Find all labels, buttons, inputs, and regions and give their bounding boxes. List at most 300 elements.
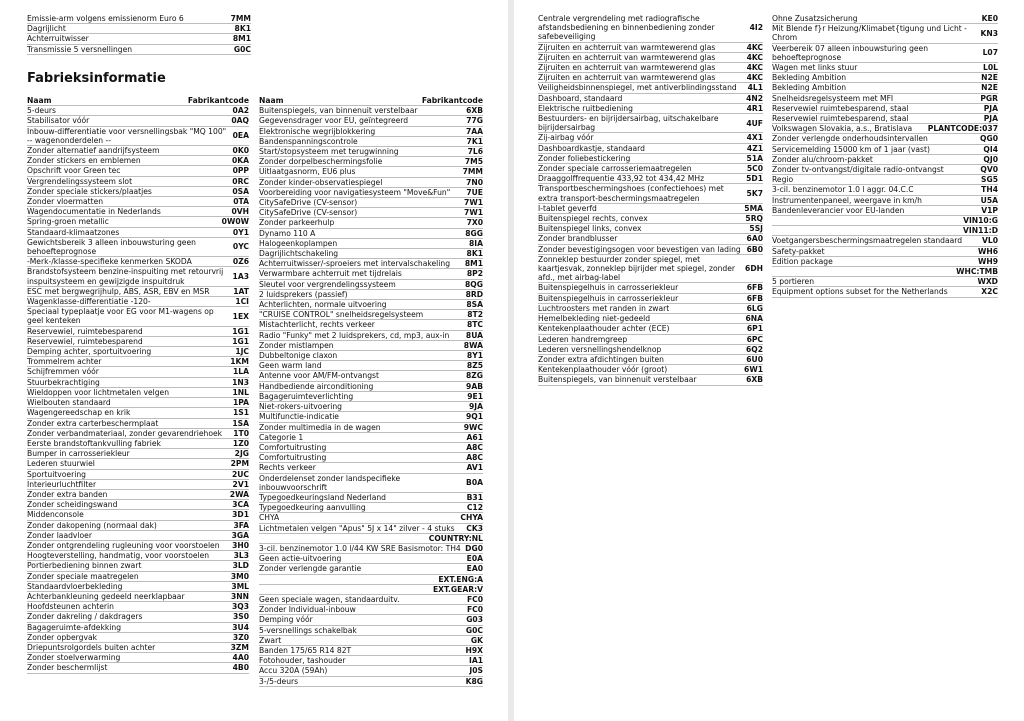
table-row (259, 320, 483, 330)
item-code: 8K1 (466, 249, 483, 259)
item-code: TH4 (981, 185, 998, 195)
item-name: Middenconsole (27, 510, 84, 520)
item-code: 0SA (232, 186, 249, 196)
item-code: QI4 (983, 144, 998, 154)
item-code: 8ZG (465, 371, 483, 381)
item-code: 6A0 (746, 234, 763, 244)
item-name: Buitenspiegel rechts, convex (538, 214, 648, 224)
item-code: 0PP (232, 166, 249, 176)
item-code: AV1 (466, 463, 483, 473)
table-row (27, 287, 249, 297)
table-row (772, 14, 998, 24)
item-name: Schijfremmen vóór (27, 367, 99, 377)
column-1 (27, 96, 249, 674)
item-code: VIN10:G (963, 216, 998, 226)
table-row (538, 174, 763, 184)
item-code: 1CI (235, 297, 249, 307)
item-code: 9JA (469, 402, 483, 412)
item-name: Zonder multimedia in de wagen (259, 422, 381, 432)
item-code: WH6 (977, 246, 998, 256)
item-code: 5D1 (746, 174, 763, 184)
table-row (772, 124, 998, 134)
table-row (259, 351, 483, 361)
item-name: Regio (772, 175, 794, 185)
item-code: 8QG (465, 279, 483, 289)
table-row (538, 345, 763, 355)
table-row (27, 408, 249, 418)
item-name: Bumper in carrosseriekleur (27, 449, 130, 459)
item-code: 1A3 (232, 272, 249, 282)
item-name: Zonder stoelverwarming (27, 653, 121, 663)
item-name: Zonder alu/chroom-pakket (772, 154, 873, 164)
table-row (259, 269, 483, 279)
table-row (538, 314, 763, 324)
table-row (538, 234, 763, 244)
item-code: 7UE (466, 187, 483, 197)
table-row (538, 294, 763, 304)
item-name: Reservewiel, ruimtebesparend (27, 326, 143, 336)
table-row (259, 666, 483, 676)
item-code: 5RQ (745, 214, 763, 224)
table-row (27, 267, 249, 286)
item-code: PJA (983, 114, 998, 124)
table-row (27, 367, 249, 377)
table-row (772, 114, 998, 124)
table-row (259, 310, 483, 320)
table-row (27, 623, 249, 633)
table-row (259, 524, 483, 534)
item-name: Comfortuitrusting (259, 453, 327, 463)
item-code: 9E1 (467, 391, 483, 401)
item-code: 3U4 (232, 622, 249, 632)
item-name: Geen actie-uitvoering (259, 554, 342, 564)
table-row (27, 14, 251, 24)
table-row (27, 378, 249, 388)
item-name: Veerbereik 07 alleen inbouwsturing geen behoefteprognose (772, 43, 929, 62)
item-name: Draaggolffrequentie 433,92 tot 434,42 MHz (538, 174, 705, 184)
item-code: 1G1 (232, 336, 249, 346)
item-name: Transmissie 5 versnellingen (27, 44, 133, 54)
item-code: V1P (981, 205, 998, 215)
item-code: SG5 (981, 175, 998, 185)
table-row (772, 155, 998, 165)
item-name: Zonder opbergvak (27, 632, 98, 642)
item-code: 3Z0 (232, 632, 249, 642)
item-code: 6FB (746, 293, 763, 303)
table-row (538, 335, 763, 345)
left-page (0, 0, 508, 721)
item-code: 8RD (465, 289, 483, 299)
table-row (259, 677, 483, 687)
item-name: Radio "Funky" met 2 luidsprekers, cd, mp3, aux-in (259, 330, 450, 340)
item-code: KE0 (981, 14, 998, 23)
item-code: CHYA (460, 513, 483, 523)
item-code: 9AB (466, 381, 483, 391)
table-row (259, 474, 483, 493)
item-code: 8WA (463, 340, 483, 350)
item-code: 8Z5 (466, 361, 483, 371)
item-name: Zijruiten en achterruit van warmtewerend glas (538, 73, 716, 83)
item-name: Gewichtsbereik 3 alleen inbouwsturing geen behoefteprognose (27, 237, 196, 257)
item-code: A8C (466, 453, 483, 463)
table-row (259, 361, 483, 371)
item-name: Mistachterlicht, rechts verkeer (259, 320, 375, 330)
table-row (259, 615, 483, 625)
table-row (259, 198, 483, 208)
item-name: Niet-rokers-uitvoering (259, 402, 342, 412)
table-row (27, 257, 249, 267)
item-code: 3M0 (230, 571, 249, 581)
item-code: PGR (980, 93, 998, 103)
item-code: 7X0 (466, 218, 483, 228)
item-code: 4Z1 (746, 143, 763, 153)
item-name: ESC met bergwegrijhulp, ABS, ASR, EBV en MSR (27, 286, 210, 296)
item-code: 4R1 (746, 103, 763, 113)
table-row (538, 43, 763, 53)
item-code: 0Z6 (232, 257, 249, 267)
table-row (27, 45, 251, 55)
table-row (27, 357, 249, 367)
table-row (27, 238, 249, 257)
table-row (27, 337, 249, 347)
table-row (27, 177, 249, 187)
item-name: Brandstofsysteem benzine-inspuiting met retourvrij inspuitsysteem en gewijzigde inspuitdruk (27, 267, 224, 286)
table-row (27, 439, 249, 449)
item-code: 8P2 (466, 269, 483, 279)
table-row (27, 572, 249, 582)
table-row (259, 167, 483, 177)
item-code: 7M5 (464, 157, 483, 167)
item-code: 8M1 (464, 259, 483, 269)
item-name: 3-cil. benzinemotor 1.0 l/44 KW SRE Basismotor: TH4 (259, 543, 461, 553)
item-name: Wieldoppen voor lichtmetalen velgen (27, 387, 170, 397)
item-name: Buitenspiegels, van binnenuit verstelbaar (259, 106, 418, 116)
item-name: Achterruitwisser (27, 34, 89, 44)
item-code: CK3 (466, 523, 483, 533)
item-code: 3ML (231, 581, 249, 591)
table-row (259, 453, 483, 463)
item-name: Reservewiel, ruimtebesparend (27, 336, 143, 346)
item-code: VL0 (982, 236, 998, 246)
table-row (538, 365, 763, 375)
item-code: 2V1 (232, 479, 249, 489)
table-row (259, 280, 483, 290)
table-row (259, 208, 483, 218)
item-code: 4B0 (232, 663, 249, 673)
item-name: Reservewiel ruimtebesparend, staal (772, 114, 909, 124)
item-code: KN3 (980, 28, 998, 38)
item-code: QV0 (980, 165, 998, 175)
item-name: Antenne voor AM/FM-ontvangst (259, 371, 379, 381)
item-name: Banden 175/65 R14 82T (259, 645, 352, 655)
item-name: Zonder stickers en emblemen (27, 156, 141, 166)
table-row (259, 443, 483, 453)
item-code: 77G (466, 116, 483, 126)
item-code: 2WA (229, 489, 249, 499)
item-name: Kentekenplaathouder achter (ECE) (538, 324, 670, 334)
item-name: Wagen met links stuur (772, 63, 858, 73)
table-row (27, 347, 249, 357)
table-row (772, 44, 998, 63)
item-code: 7K1 (466, 136, 483, 146)
item-name: Dashboardkastje, standaard (538, 143, 645, 153)
table-row (772, 206, 998, 216)
item-name: Zonder extra banden (27, 489, 108, 499)
item-name: Zonder alternatief aandrijfsysteem (27, 146, 160, 156)
table-row (259, 249, 483, 259)
item-code: VIN11:D (963, 226, 998, 236)
table-row (27, 480, 249, 490)
table-row (259, 239, 483, 249)
item-name: 5-deurs (27, 106, 56, 116)
item-name: Handbediende airconditioning (259, 381, 374, 391)
item-name: Wagenklasse-differentiatie -120- (27, 297, 151, 307)
table-row (27, 500, 249, 510)
table-row (538, 83, 763, 93)
item-code: 0K0 (232, 146, 249, 156)
table-row (772, 24, 998, 43)
item-name: Bestuurders- en bijrijdersairbag, uitschakelbare bijrijdersairbag (538, 114, 719, 133)
table-row (538, 204, 763, 214)
table-row (772, 73, 998, 83)
item-name: Zonder dorpelbeschermingsfolie (259, 157, 383, 167)
item-code: L0L (983, 63, 998, 73)
item-code: 4KC (746, 52, 763, 62)
item-code: PJA (983, 103, 998, 113)
item-name: Voorbereiding voor navigatiesysteem "Move&Fun" (259, 187, 451, 197)
table-row (772, 185, 998, 195)
item-name: Zonder verbandmateriaal, zonder gevarendriehoek (27, 428, 223, 438)
item-name: Kentekenplaathouder vóór (groot) (538, 365, 668, 375)
item-name: Zonder kinder-observatiespiegel (259, 177, 383, 187)
item-name: I-tablet geverfd (538, 203, 597, 213)
table-row (259, 106, 483, 116)
table-row (27, 541, 249, 551)
table-row (27, 297, 249, 307)
table-row (259, 534, 483, 544)
item-code: WXD (977, 277, 998, 287)
item-name: Start/stopsysteem met terugwinning (259, 147, 399, 157)
item-name: 3-/5-deurs (259, 676, 299, 686)
item-name: Mit Blende f}r Heizung/Klimabet{tigung und Licht - Chrom (772, 24, 967, 43)
table-row (259, 656, 483, 666)
item-code: 1S1 (232, 408, 249, 418)
item-name: Driepuntsrolgordels buiten achter (27, 642, 156, 652)
item-name: Zonder beschermlijst (27, 663, 108, 673)
item-name: Zonder ontgrendeling rugleuning voor voorstoelen (27, 540, 220, 550)
item-name: CitySafeDrive (CV-sensor) (259, 208, 358, 218)
table-row (259, 382, 483, 392)
table-row (27, 592, 249, 602)
item-code: L07 (982, 48, 998, 58)
item-code: 4I2 (749, 23, 763, 33)
table-row (27, 228, 249, 238)
table-row (259, 493, 483, 503)
item-name: Dubbeltonige claxon (259, 351, 338, 361)
item-code: 1KM (230, 357, 249, 367)
item-code: QG0 (980, 134, 998, 144)
item-name: Centrale vergrendeling met radiografische afstandsbediening en binnenbediening zonder safebeveiliging (538, 14, 715, 42)
item-name: Lederen handremgreep (538, 334, 628, 344)
item-code: N2E (981, 73, 998, 83)
table-row (538, 324, 763, 334)
item-name: Zonder scheidingswand (27, 500, 118, 510)
table-row (538, 304, 763, 314)
item-code: A61 (466, 432, 483, 442)
table-row (772, 267, 998, 277)
item-name: Zonder tv-ontvangst/digitale radio-ontvangst (772, 165, 944, 175)
header-code: Fabrikantcode (421, 96, 483, 105)
item-code: 6DH (745, 264, 763, 274)
item-code: COUNTRY:NL (428, 533, 483, 543)
table-row (259, 554, 483, 564)
item-name: Zonder parkeerhulp (259, 218, 335, 228)
table-row (538, 94, 763, 104)
top-equipment-list (27, 14, 251, 55)
item-code: B0A (466, 478, 483, 488)
table-row (27, 106, 249, 116)
item-name: Elektronische wegrijblokkering (259, 126, 376, 136)
item-name: Emissie-arm volgens emissienorm Euro 6 (27, 14, 184, 23)
item-code: 1NL (232, 387, 249, 397)
item-name: Ohne Zusatzsicherung (772, 14, 858, 23)
item-name: Zonder dakopening (normaal dak) (27, 520, 157, 530)
item-code: 6PC (746, 334, 763, 344)
table-row (538, 133, 763, 143)
table-header-row (27, 96, 249, 106)
item-name: Servicemelding 15000 km of 1 jaar (vast) (772, 144, 930, 154)
item-code: 7W1 (464, 208, 483, 218)
table-row (772, 196, 998, 206)
item-name: Zij-airbag vóór (538, 133, 594, 143)
table-row (538, 154, 763, 164)
item-name: Zonder Individual-inbouw (259, 605, 356, 615)
item-code: 6Q2 (745, 344, 763, 354)
item-name: Zonder verlengde garantie (259, 564, 362, 574)
item-code: 2JG (234, 449, 249, 459)
item-name: Gegevensdrager voor EU, geïntegreerd (259, 116, 409, 126)
table-row (27, 510, 249, 520)
item-code: 0TA (233, 197, 249, 207)
item-name: Zonneklep bestuurder zonder spiegel, met kaartjesvak, zonneklep bijrijder met spiegel, zonder afd., met airbag-label (538, 254, 736, 283)
item-code: 9WC (463, 422, 483, 432)
item-code: 8Y1 (466, 351, 483, 361)
item-name: Geen warm land (259, 361, 322, 371)
item-name: Bagageruimteverlichting (259, 391, 354, 401)
item-code: G0C (465, 625, 483, 635)
item-name: Sleutel voor vergrendelingssysteem (259, 279, 396, 289)
table-row (259, 575, 483, 585)
header-code: Fabrikantcode (187, 96, 249, 105)
table-row (27, 197, 249, 207)
item-name: 3-cil. benzinemotor 1.0 l aggr. 04.C.C (772, 185, 914, 195)
item-code: B31 (466, 492, 483, 502)
item-name: Halogeenkoplampen (259, 238, 338, 248)
item-code: 7AA (465, 126, 483, 136)
item-name: Opschrift voor Green tec (27, 166, 121, 176)
item-name: Achterruitwisser/-sproeiers met intervalschakeling (259, 259, 451, 269)
item-name: Standaard-klimaatzones (27, 227, 120, 237)
item-name: Zonder verlengde onderhoudsintervallen (772, 134, 928, 144)
item-code: 1N3 (232, 377, 249, 387)
table-row (259, 433, 483, 443)
table-row (538, 104, 763, 114)
table-row (259, 127, 483, 137)
item-code: G03 (466, 615, 483, 625)
item-code: 3L3 (233, 551, 249, 561)
table-row (538, 214, 763, 224)
item-code: 3LD (232, 561, 249, 571)
table-row (259, 636, 483, 646)
table-row (772, 83, 998, 93)
table-row (538, 14, 763, 43)
item-name: Equipment options subset for the Netherlands (772, 287, 948, 297)
table-row (772, 134, 998, 144)
table-row (27, 127, 249, 146)
item-code: 7L6 (467, 147, 483, 157)
item-name: Vergrendelingssysteem slot (27, 176, 133, 186)
item-name: Zijruiten en achterruit van warmtewerend glas (538, 63, 716, 73)
item-code: 7W1 (464, 198, 483, 208)
table-row (259, 290, 483, 300)
item-code: 3Q3 (231, 602, 249, 612)
item-code: 1JC (235, 347, 249, 357)
table-row (27, 146, 249, 156)
item-code: 2PM (230, 459, 249, 469)
table-row (538, 355, 763, 365)
item-code: EXT.ENG:A (438, 574, 483, 584)
table-row (27, 643, 249, 653)
table-row (259, 646, 483, 656)
item-code: C12 (466, 503, 483, 513)
item-code: 0Y1 (232, 227, 249, 237)
table-row (259, 116, 483, 126)
table-row (538, 63, 763, 73)
item-name: Buitenspiegels, van binnenuit verstelbaar (538, 375, 697, 385)
item-code: N2E (981, 83, 998, 93)
item-name: Reservewiel ruimtebesparend, staal (772, 103, 909, 113)
item-code: 3NN (231, 591, 249, 601)
item-code: 3FA (233, 520, 249, 530)
item-code: 3H0 (232, 540, 249, 550)
item-name: Demping vóór (259, 615, 313, 625)
item-code: 4KC (746, 73, 763, 83)
table-row (772, 287, 998, 297)
header-name: Naam (27, 96, 52, 105)
item-name: Accu 320A (59Ah) (259, 666, 328, 676)
item-name: Hemelbekleding niet-gedeeld (538, 314, 651, 324)
table-row (259, 341, 483, 351)
table-row (538, 283, 763, 293)
item-code: 51A (746, 153, 763, 163)
item-code: G0C (233, 44, 251, 54)
item-code: 0YC (232, 242, 249, 252)
item-name: Elektrische ruitbediening (538, 103, 633, 113)
item-code: 6P1 (746, 324, 763, 334)
item-name: Zonder brandblusser (538, 234, 618, 244)
table-row (259, 259, 483, 269)
item-code: 8TC (466, 320, 483, 330)
item-name: Interieurluchtfilter (27, 479, 97, 489)
item-code: 6FB (746, 283, 763, 293)
table-row (259, 300, 483, 310)
table-row (259, 585, 483, 595)
item-code: 1AT (233, 286, 249, 296)
item-name: Zonder mistlampen (259, 340, 334, 350)
item-code: DG0 (465, 543, 483, 553)
table-row (259, 178, 483, 188)
table-row (259, 188, 483, 198)
